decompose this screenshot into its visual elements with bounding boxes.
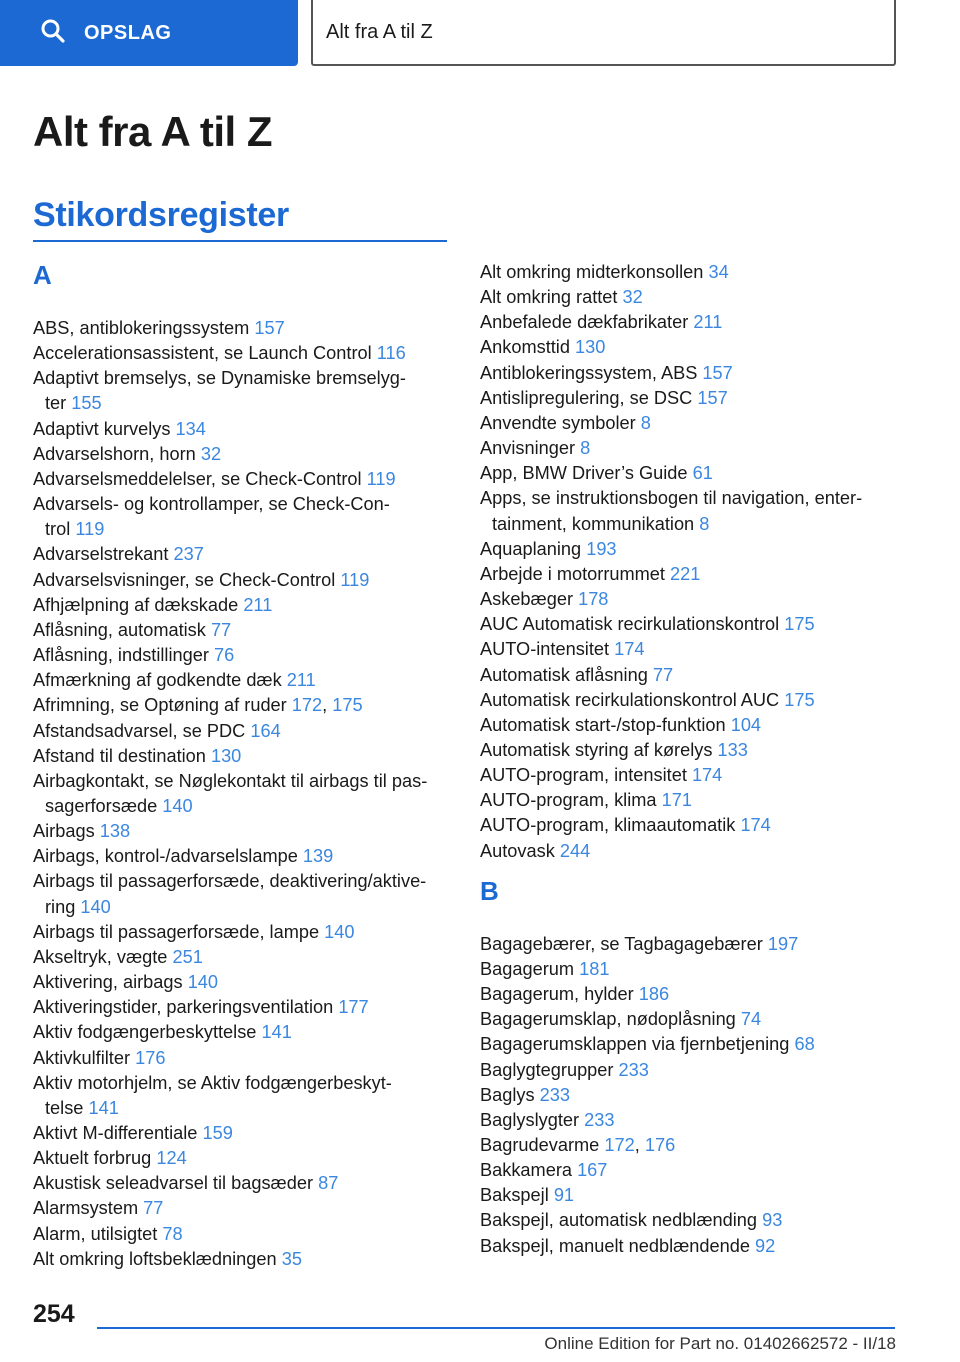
page-link[interactable]: 174 [614, 639, 645, 660]
index-entry [480, 957, 900, 982]
page-link[interactable]: 140 [324, 921, 355, 942]
page-link[interactable]: 157 [254, 318, 285, 338]
section-tab[interactable] [311, 0, 896, 66]
page-link[interactable]: 178 [578, 589, 609, 610]
entry-text: Baglygtegrupper [480, 1059, 614, 1080]
index-entry [480, 587, 900, 612]
page-link[interactable]: 119 [366, 468, 396, 489]
entry-text: Arbejde i motorrummet [480, 563, 665, 584]
page-link[interactable]: 87 [318, 1173, 339, 1194]
entry-text: Afmærkning af godkendte dæk [33, 670, 282, 691]
index-entry [480, 1083, 900, 1108]
index-column-right [480, 260, 900, 1259]
page-link[interactable]: 221 [670, 563, 701, 584]
page-link[interactable]: 134 [175, 418, 206, 439]
page-link[interactable]: 251 [172, 946, 203, 967]
index-entry [480, 839, 900, 864]
entry-text: Accelerationsassistent, se Launch Control [33, 343, 372, 364]
index-entry [480, 1158, 900, 1183]
page-link[interactable]: 32 [622, 287, 643, 308]
entry-text: Antislipregulering, se DSC [480, 387, 693, 408]
page-link[interactable]: 61 [692, 463, 713, 484]
index-entry [480, 335, 900, 360]
index-entry [33, 366, 453, 416]
index-entry: Afrimning, se Optøning af ruder 172, 175 [33, 695, 363, 716]
index-entry [480, 1007, 900, 1032]
entry-text: Aktuelt forbrug [33, 1148, 152, 1169]
index-entry [33, 467, 453, 492]
page-link[interactable]: 172 [604, 1135, 635, 1155]
page-link[interactable]: 140 [187, 972, 219, 993]
entry-text: AUTO-program, klimaautomatik [480, 815, 736, 836]
section-divider [33, 240, 447, 242]
entry-text: Bakspejl, manuelt nedblændende [480, 1235, 750, 1256]
entry-text: Alarm, utilsigtet [33, 1223, 158, 1244]
index-entry [480, 813, 900, 838]
index-entry [33, 1121, 453, 1146]
entry-text: Advarselshorn, horn [33, 443, 196, 464]
index-entry [480, 386, 900, 411]
entry-text: Anvendte symboler [480, 412, 636, 433]
entry-text: Afhjælpning af dækskade [33, 594, 239, 615]
index-entry [33, 668, 453, 693]
entry-text: Aflåsning, indstillinger [33, 645, 209, 666]
index-entry [33, 920, 453, 945]
entry-text: Afrimning, se Optøning af ruder [33, 695, 287, 716]
entry-text: Afstand til destination [33, 745, 206, 766]
footer-divider [97, 1327, 895, 1329]
page-number: 254 [33, 1300, 75, 1328]
page-link[interactable]: 8 [699, 513, 710, 534]
entry-text: Bagagerum, hylder [480, 984, 634, 1005]
index-entry [33, 1071, 453, 1121]
page-link[interactable]: 157 [697, 387, 728, 408]
page-title: Alt fra A til Z [33, 108, 273, 155]
page-link[interactable]: 177 [338, 997, 369, 1018]
page-link[interactable]: 175 [784, 614, 815, 635]
entry-text: telse [45, 1097, 84, 1118]
entry-text: Automatisk aflåsning [480, 664, 648, 685]
page-link[interactable]: 104 [730, 714, 762, 735]
index-entry [33, 844, 453, 869]
index-entry [33, 1020, 453, 1045]
index-entry [33, 618, 453, 643]
section-tab-label: Alt fra A til Z [326, 20, 433, 43]
index-entry [480, 260, 900, 285]
page-link[interactable]: 141 [261, 1022, 292, 1043]
page-link[interactable]: 171 [661, 790, 692, 811]
page-link[interactable]: 176 [135, 1047, 166, 1068]
index-entry [33, 995, 453, 1020]
page-link[interactable]: 119 [340, 569, 370, 590]
page-link[interactable]: 139 [302, 846, 334, 867]
index-entry [33, 1146, 453, 1171]
entry-text: Ankomsttid [480, 337, 570, 358]
index-entry [33, 568, 453, 593]
page-link[interactable]: 92 [755, 1235, 776, 1256]
entry-text: Adaptivt bremselys, se Dynamiske bremselyg- [33, 368, 406, 389]
entry-text: Bakspejl, automatisk nedblænding [480, 1210, 758, 1231]
page-link[interactable]: 159 [202, 1123, 233, 1143]
entry-text: Bagagebærer, se Tagbagagebærer [480, 933, 763, 954]
entry-text: Anbefalede dækfabrikater [480, 312, 689, 333]
page-link[interactable]: 32 [200, 443, 222, 464]
entry-text: Airbags [33, 821, 95, 842]
index-entry [33, 593, 453, 618]
index-entry [33, 542, 453, 567]
index-entry [33, 1247, 453, 1272]
index-entry [33, 970, 453, 995]
index-entry [480, 285, 900, 310]
page-link[interactable]: 130 [210, 745, 242, 766]
page-link[interactable]: 74 [740, 1009, 762, 1030]
entry-text: Automatisk styring af kørelys [480, 739, 713, 760]
page-link[interactable]: 140 [162, 795, 193, 816]
page-link[interactable]: 174 [691, 765, 723, 786]
page-link[interactable]: 155 [71, 393, 102, 414]
entry-text: Afstandsadvarsel, se PDC [33, 720, 246, 741]
page-link[interactable]: 186 [638, 984, 670, 1005]
index-entry [480, 1108, 900, 1133]
section-heading: Stikordsregister [33, 196, 289, 234]
page-link[interactable]: 237 [173, 544, 204, 565]
entry-text: AUTO-program, klima [480, 790, 657, 811]
entry-text: Aktivt M-differentiale [33, 1123, 198, 1143]
index-entry [480, 688, 900, 713]
page-link[interactable]: 35 [281, 1248, 302, 1269]
index-letter: A [33, 260, 52, 290]
index-entry [33, 442, 453, 467]
index-entry [33, 869, 453, 919]
entry-text: Automatisk start-/stop-funktion [480, 714, 726, 735]
page-link[interactable]: 172 [291, 695, 323, 716]
page-link[interactable]: 211 [286, 670, 316, 691]
entry-text: Aktivkulfilter [33, 1047, 131, 1068]
index-entry [33, 945, 453, 970]
index-entry [480, 1183, 900, 1208]
index-entry [33, 1196, 453, 1221]
index-entry [33, 1222, 453, 1247]
entry-text: Alarmsystem [33, 1198, 139, 1219]
entry-text: tainment, kommunikation [492, 513, 695, 534]
entry-text: Bakkamera [480, 1160, 572, 1181]
index-entry [33, 744, 453, 769]
entry-text: sagerforsæde [45, 795, 158, 816]
entry-text: Aktiv fodgængerbeskyttelse [33, 1022, 257, 1043]
entry-text: Bagagerumsklappen via fjernbetjening [480, 1034, 790, 1055]
entry-text: Akustisk seleadvarsel til bagsæder [33, 1173, 314, 1194]
page-link[interactable]: 130 [575, 337, 606, 358]
index-entry [480, 713, 900, 738]
top-bar [0, 0, 960, 66]
page-link[interactable]: 233 [539, 1084, 571, 1105]
page-link[interactable]: 244 [559, 840, 591, 861]
page-link[interactable]: 174 [740, 815, 771, 836]
entry-text: Aktivering, airbags [33, 972, 183, 993]
index-entry [480, 738, 900, 763]
entry-text: Bagagerum [480, 958, 575, 979]
entry-text: Alt omkring rattet [480, 287, 618, 308]
index-entry [33, 341, 453, 366]
entry-text: Bagrudevarme [480, 1135, 600, 1155]
footer-edition: Online Edition for Part no. 01402662572 - II/18 [544, 1334, 896, 1353]
index-entry [33, 417, 453, 442]
page-link[interactable]: 175 [332, 695, 363, 716]
entry-text: Bakspejl [480, 1185, 549, 1206]
index-entry [33, 819, 453, 844]
index-entry [480, 763, 900, 788]
entry-text: Autovask [480, 840, 555, 861]
index-entry [480, 486, 900, 536]
entry-text: Adaptivt kurvelys [33, 418, 171, 439]
index-entry [33, 769, 453, 819]
index-entry [33, 643, 453, 668]
index-entry [480, 932, 900, 957]
index-entry [480, 612, 900, 637]
page-link[interactable]: 77 [210, 619, 232, 640]
page-link[interactable]: 181 [579, 958, 610, 979]
index-entry [33, 492, 453, 542]
page-link[interactable]: 211 [243, 594, 273, 615]
page-link[interactable]: 175 [784, 689, 815, 710]
page-link[interactable]: 78 [162, 1223, 183, 1244]
entry-text: Advarsels- og kontrollamper, se Check-Con- [33, 494, 390, 515]
page-link[interactable]: 197 [767, 933, 799, 954]
entry-text: Alt omkring midterkonsollen [480, 262, 704, 282]
index-entry [480, 436, 900, 461]
entry-text: Airbagkontakt, se Nøglekontakt til airbags til pas- [33, 770, 428, 791]
entry-text: Baglyslygter [480, 1109, 580, 1130]
page-link[interactable]: 116 [376, 343, 406, 364]
index-entry [480, 663, 900, 688]
index-entry [480, 1208, 900, 1233]
entry-text: Aktiveringstider, parkeringsventilation [33, 997, 334, 1018]
entry-text: Advarselsvisninger, se Check-Control [33, 569, 336, 590]
page-link[interactable]: 164 [250, 720, 281, 741]
page-link[interactable]: 119 [75, 519, 105, 540]
entry-text: Alt omkring loftsbeklædningen [33, 1248, 277, 1269]
entry-text: Advarselsmeddelelser, se Check-Control [33, 468, 362, 489]
entry-text: ter [45, 393, 67, 414]
entry-text: Aktiv motorhjelm, se Aktiv fodgængerbeskyt- [33, 1072, 392, 1093]
entry-text: Bagagerumsklap, nødoplåsning [480, 1009, 736, 1030]
entry-text: Airbags til passagerforsæde, deaktivering/aktive- [33, 871, 427, 892]
entry-text: Automatisk recirkulationskontrol AUC [480, 689, 780, 710]
page-link[interactable]: 211 [693, 312, 723, 333]
search-label: OPSLAG [84, 21, 172, 44]
page-link[interactable]: 138 [99, 821, 131, 842]
page-link[interactable]: 124 [156, 1148, 187, 1169]
entry-text: Advarselstrekant [33, 544, 169, 565]
index-entry [33, 719, 453, 744]
entry-text: Baglys [480, 1084, 535, 1105]
index-entry [480, 461, 900, 486]
page-link[interactable]: 133 [717, 739, 748, 760]
page-link[interactable]: 140 [80, 896, 111, 917]
entry-text: Akseltryk, vægte [33, 946, 168, 967]
page-link[interactable]: 233 [584, 1109, 615, 1130]
entry-text: trol [45, 519, 71, 540]
page-link[interactable]: 193 [586, 538, 617, 559]
index-entry [480, 411, 900, 436]
index-entry [480, 1234, 900, 1259]
index-entry [33, 1171, 453, 1196]
entry-text: AUC Automatisk recirkulationskontrol [480, 614, 780, 635]
index-entry [480, 982, 900, 1007]
entry-text: AUTO-intensitet [480, 639, 610, 660]
index-entry [480, 788, 900, 813]
index-entry [33, 1046, 453, 1071]
page-link[interactable]: 93 [762, 1210, 783, 1231]
entry-text: Anvisninger [480, 438, 576, 459]
page-link[interactable]: 176 [644, 1135, 676, 1155]
index-entry [480, 562, 900, 587]
index-entry [480, 361, 900, 386]
page-link[interactable]: 141 [88, 1097, 119, 1118]
index-entry [480, 1032, 900, 1057]
search-icon [40, 18, 84, 49]
entry-text: Airbags, kontrol-/advarselslampe [33, 846, 298, 867]
index-entry [480, 310, 900, 335]
index-letter: B [480, 875, 499, 906]
index-entry [480, 1058, 900, 1083]
entry-text: ring [45, 896, 76, 917]
page-link[interactable]: 157 [702, 362, 733, 383]
entry-text: Apps, se instruktionsbogen til navigation, enter- [480, 488, 863, 509]
entry-text: Askebæger [480, 589, 574, 610]
entry-text: App, BMW Driver’s Guide [480, 463, 688, 484]
entry-text: ABS, antiblokeringssystem [33, 318, 250, 338]
index-entry [480, 537, 900, 562]
index-column-left [33, 262, 453, 1272]
page-link[interactable]: 77 [143, 1198, 164, 1219]
page-link[interactable]: 91 [553, 1185, 575, 1206]
page-link[interactable]: 8 [640, 412, 651, 433]
entry-text: Aquaplaning [480, 538, 582, 559]
page-link[interactable]: 68 [794, 1034, 815, 1055]
index-entry: Bagrudevarme 172, 176 [480, 1135, 676, 1155]
entry-text: Antiblokeringssystem, ABS [480, 362, 698, 383]
page-link[interactable]: 77 [652, 664, 674, 685]
page-link[interactable]: 34 [708, 262, 729, 282]
page-link[interactable]: 76 [213, 645, 235, 666]
entry-text: Aflåsning, automatisk [33, 619, 206, 640]
entry-text: AUTO-program, intensitet [480, 765, 687, 786]
page-link[interactable]: 8 [580, 438, 591, 459]
search-button[interactable] [0, 0, 298, 66]
index-entry [33, 316, 453, 341]
index-entry [480, 637, 900, 662]
page-link[interactable]: 167 [577, 1160, 608, 1181]
page-link[interactable]: 233 [618, 1059, 649, 1080]
entry-text: Airbags til passagerforsæde, lampe [33, 921, 320, 942]
